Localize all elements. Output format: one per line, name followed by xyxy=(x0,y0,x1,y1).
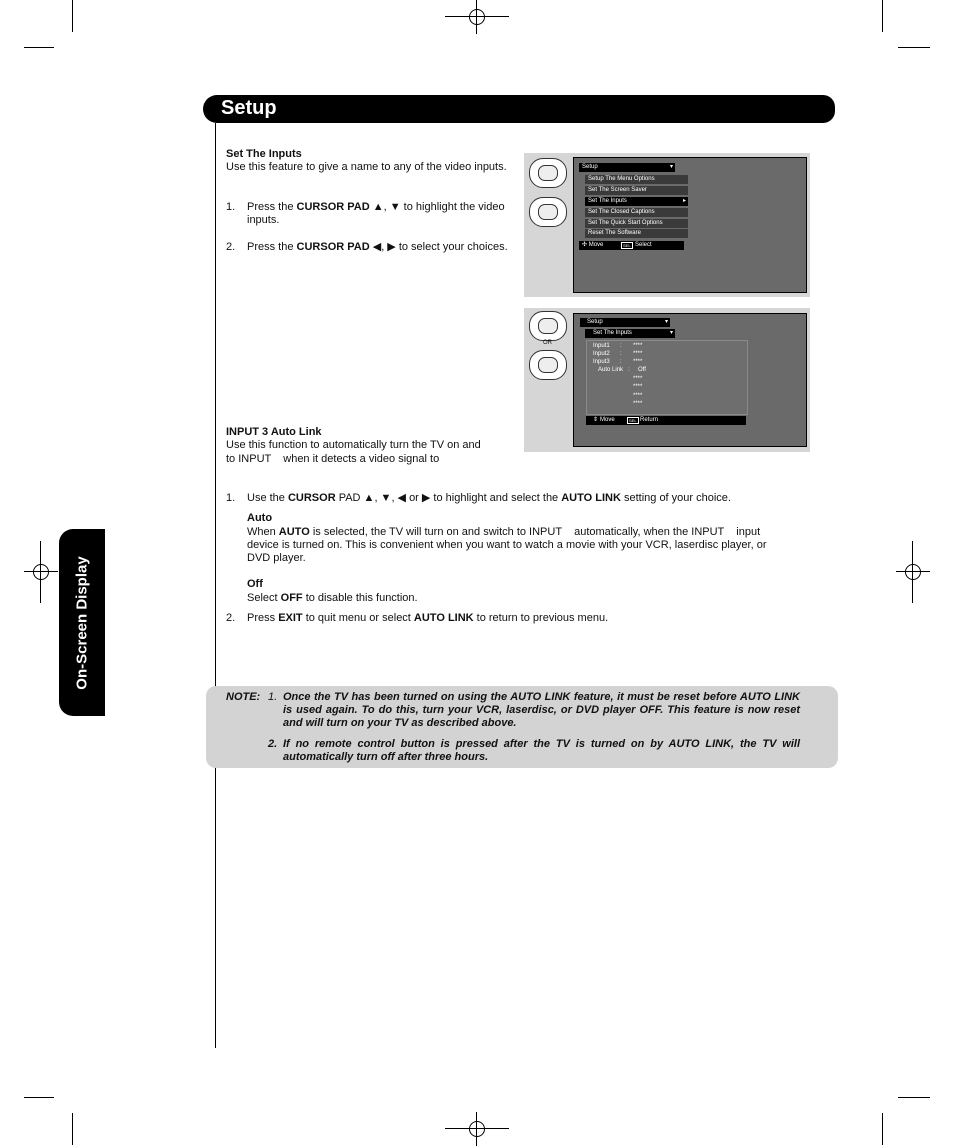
instruction-step-1 xyxy=(226,492,826,505)
menu-footer: ✣ Move SEL Select xyxy=(579,241,684,250)
submenu-arrow-icon: ▸ xyxy=(682,198,686,204)
note-1-text: Once the TV has been turned on using the AUTO LINK feature, it must be reset before AUTO LINK is used again. To do this, turn your VCR, laserdisc, or DVD player OFF. This feature is now reset and will turn on your TV as described above. xyxy=(283,691,800,729)
step-text: Press EXIT to quit menu or select AUTO LINK to return to previous menu. xyxy=(247,612,609,624)
move-icon: ✣ xyxy=(582,242,588,248)
crop-mark xyxy=(898,1097,930,1098)
menu-item[interactable]: Set The Screen Saver xyxy=(585,186,688,195)
step-number: 2. xyxy=(226,241,236,253)
crop-mark xyxy=(882,1113,883,1145)
set-inputs-heading: Set The Inputs xyxy=(226,148,302,160)
auto-link-description-line-1: Use this function to automatically turn the TV on and xyxy=(226,439,481,451)
auto-link-heading: INPUT 3 Auto Link xyxy=(226,426,322,438)
menu-arrow-icon: ▾ xyxy=(669,330,673,336)
registration-mark-icon xyxy=(896,555,930,589)
auto-option-description: When AUTO is selected, the TV will turn on and switch to INPUT automatically, when the INPUT input device is turned on. This is convenient when you want to watch a movie with your VCR, laserdisc player, or DVD player. xyxy=(247,526,770,564)
crop-mark xyxy=(898,47,930,48)
crop-mark xyxy=(882,0,883,32)
registration-mark-icon xyxy=(460,0,494,34)
menu-title: Setup xyxy=(582,164,598,170)
menu-item[interactable]: Set The Closed Captions xyxy=(585,208,688,217)
note-label: NOTE: xyxy=(226,691,261,703)
section-side-tab xyxy=(59,529,105,716)
off-option-heading: Off xyxy=(247,578,263,590)
note-1-number: 1. xyxy=(268,691,278,703)
input-row[interactable]: Input2 : **** xyxy=(593,351,643,357)
auto-link-description-line-2: to INPUT when it detects a video signal to xyxy=(226,453,440,465)
set-inputs-description: Use this feature to give a name to any of the video inputs. xyxy=(226,161,507,173)
input-row[interactable]: Input3 : **** xyxy=(593,359,643,365)
input-row[interactable]: Input1 : **** xyxy=(593,343,643,349)
input-value: **** xyxy=(633,376,643,382)
cursor-pad-up-icon xyxy=(529,311,567,341)
menu-title-bar xyxy=(579,163,675,172)
cursor-pad-up-icon xyxy=(529,158,567,188)
step-text: Press the CURSOR PAD ◀, ▶ to select your choices. xyxy=(247,241,508,253)
menu-footer: ⇕ Move SEL Return xyxy=(586,416,746,425)
crop-mark xyxy=(24,1097,54,1098)
step-number: 1. xyxy=(226,492,236,504)
crop-mark xyxy=(445,16,509,17)
menu-item[interactable]: Setup The Menu Options xyxy=(585,175,688,184)
page-title-bar xyxy=(203,95,835,123)
column-divider xyxy=(215,123,216,1048)
move-icon: ⇕ xyxy=(593,417,599,423)
input-value: **** xyxy=(633,384,643,390)
menu-item[interactable]: Reset The Software xyxy=(585,229,688,238)
menu-item[interactable]: Set The Quick Start Options xyxy=(585,219,688,228)
menu-arrow-icon: ▾ xyxy=(669,164,673,170)
menu-arrow-icon: ▾ xyxy=(664,319,668,325)
crop-mark xyxy=(912,541,913,603)
crop-mark xyxy=(445,1128,509,1129)
crop-mark xyxy=(72,1113,73,1145)
menu-title-bar: Setup ▾ xyxy=(580,318,670,327)
cursor-pad-right-icon xyxy=(529,350,567,380)
input-value: **** xyxy=(633,393,643,399)
note-2-text: If no remote control button is pressed after the TV is turned on by AUTO LINK, the TV will automatically turn off after three hours. xyxy=(283,738,800,763)
crop-mark xyxy=(72,0,73,32)
sel-button-icon: SEL xyxy=(629,418,637,423)
step-number: 1. xyxy=(226,201,236,213)
auto-link-row[interactable]: Auto Link : Off xyxy=(598,367,646,373)
registration-mark-icon xyxy=(24,555,58,589)
side-tab-label: On-Screen Display xyxy=(73,555,91,690)
crop-mark xyxy=(40,541,41,603)
cursor-pad-down-icon xyxy=(529,197,567,227)
or-label: OR xyxy=(543,340,552,346)
sel-button-icon: SEL xyxy=(623,243,631,248)
page-title: Setup xyxy=(221,97,277,119)
registration-mark-icon xyxy=(460,1112,494,1146)
input-value: **** xyxy=(633,401,643,407)
step-text: Use the CURSOR PAD ▲, ▼, ◀ or ▶ to highlight and select the AUTO LINK setting of your choice. xyxy=(247,492,731,504)
submenu-title-bar: Set The Inputs ▾ xyxy=(585,329,675,338)
crop-mark xyxy=(24,47,54,48)
instruction-step-2 xyxy=(226,612,826,625)
menu-item-selected[interactable]: Set The Inputs ▸ xyxy=(585,197,688,206)
off-option-description: Select OFF to disable this function. xyxy=(247,592,418,604)
step-number: 2. xyxy=(226,612,236,624)
set-inputs-step-1 xyxy=(226,201,516,227)
set-inputs-step-2 xyxy=(226,241,509,254)
step-text: Press the CURSOR PAD ▲, ▼ to highlight the video inputs. xyxy=(247,201,505,226)
note-2-number: 2. xyxy=(268,738,278,750)
inputs-list-box xyxy=(586,340,748,415)
auto-option-heading: Auto xyxy=(247,512,273,524)
